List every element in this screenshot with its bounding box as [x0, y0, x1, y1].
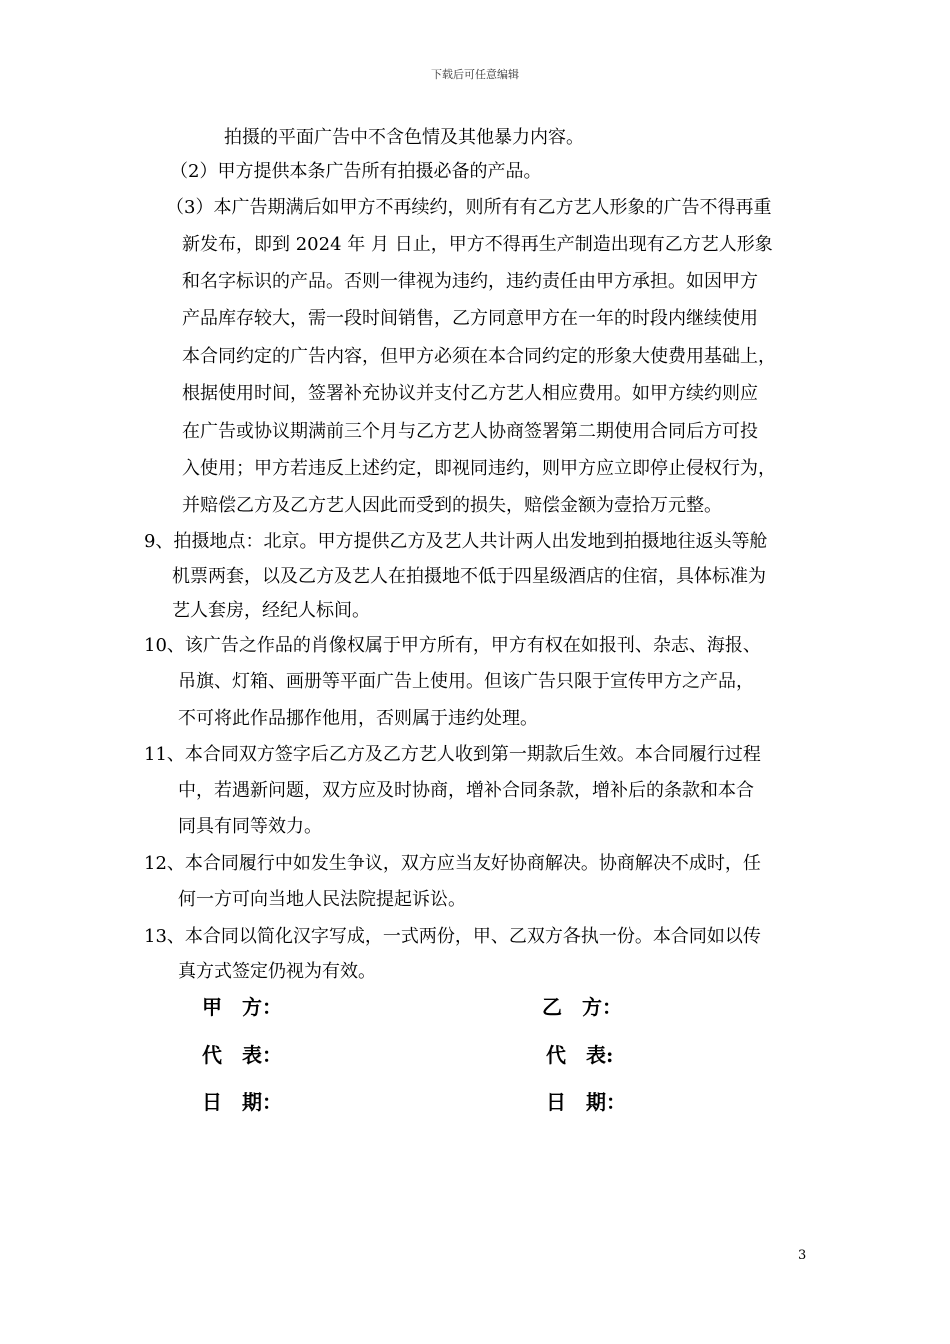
party-a-label: 甲 方： — [202, 995, 282, 1019]
paragraph-line: 何一方可向当地人民法院提起诉讼。 — [178, 889, 466, 910]
date-b-label: 日 期： — [546, 1090, 626, 1114]
paragraph-line: 吊旗、灯箱、画册等平面广告上使用。但该广告只限于宣传甲方之产品， — [178, 671, 754, 692]
paragraph-line: （3）本广告期满后如甲方不再续约，则所有有乙方艺人形象的广告不得再重 — [166, 197, 772, 218]
paragraph-line: 新发布，即到 2024 年 月 日止，甲方不得再生产制造出现有乙方艺人形象 — [182, 234, 773, 255]
paragraph-line: 不可将此作品挪作他用，否则属于违约处理。 — [178, 708, 538, 729]
paragraph-line: 根据使用时间，签署补充协议并支付乙方艺人相应费用。如甲方续约则应 — [182, 383, 758, 404]
paragraph-line: 11、本合同双方签字后乙方及乙方艺人收到第一期款后生效。本合同履行过程 — [144, 744, 761, 765]
paragraph-line: 并赔偿乙方及乙方艺人因此而受到的损失，赔偿金额为壹拾万元整。 — [182, 495, 722, 516]
paragraph-line: 10、该广告之作品的肖像权属于甲方所有，甲方有权在如报刊、杂志、海报、 — [144, 635, 761, 656]
page-header: 下载后可任意编辑 — [431, 68, 519, 81]
paragraph-line: 12、本合同履行中如发生争议，双方应当友好协商解决。协商解决不成时，任 — [144, 853, 761, 874]
paragraph-line: 入使用；甲方若违反上述约定，即视同违约，则甲方应立即停止侵权行为， — [182, 458, 776, 479]
paragraph-line: 中，若遇新问题，双方应及时协商，增补合同条款，增补后的条款和本合 — [178, 780, 754, 801]
paragraph-line: 和名字标识的产品。否则一律视为违约，违约责任由甲方承担。如因甲方 — [182, 271, 758, 292]
paragraph-line: 机票两套，以及乙方及艺人在拍摄地不低于四星级酒店的住宿，具体标准为 — [172, 566, 766, 587]
paragraph-line: 同具有同等效力。 — [178, 816, 322, 837]
paragraph-line: 真方式签定仍视为有效。 — [178, 961, 376, 982]
party-b-label: 乙 方： — [542, 995, 622, 1019]
paragraph-line: 13、本合同以简化汉字写成，一式两份，甲、乙双方各执一份。本合同如以传 — [144, 926, 761, 947]
paragraph-line: 艺人套房，经纪人标间。 — [172, 600, 370, 621]
representative-b-label: 代 表: — [546, 1043, 614, 1067]
date-a-label: 日 期： — [202, 1090, 282, 1114]
representative-a-label: 代 表： — [202, 1043, 282, 1067]
page-number: 3 — [798, 1248, 807, 1263]
paragraph-line: 在广告或协议期满前三个月与乙方艺人协商签署第二期使用合同后方可投 — [182, 421, 758, 442]
paragraph-line: 产品库存较大，需一段时间销售，乙方同意甲方在一年的时段内继续使用 — [182, 308, 758, 329]
paragraph-line: 本合同约定的广告内容，但甲方必须在本合同约定的形象大使费用基础上， — [182, 346, 776, 367]
paragraph-line: 拍摄的平面广告中不含色情及其他暴力内容。 — [224, 127, 584, 148]
paragraph-line: 9、拍摄地点：北京。甲方提供乙方及艺人共计两人出发地到拍摄地往返头等舱 — [144, 531, 768, 552]
paragraph-line: （2）甲方提供本条广告所有拍摄必备的产品。 — [170, 161, 542, 182]
